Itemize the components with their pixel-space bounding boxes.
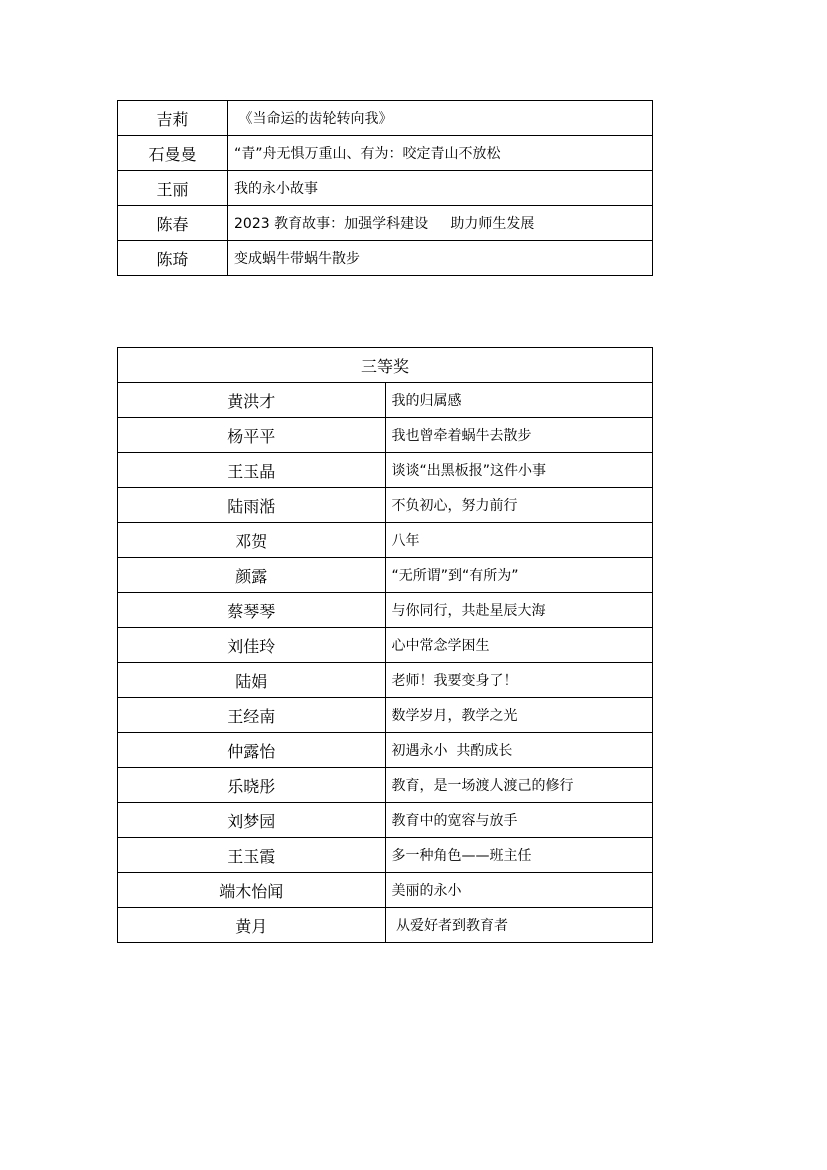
teacher-name: 刘佳玲: [118, 628, 386, 663]
table-row: [118, 558, 653, 593]
teacher-name: 王玉晶: [118, 453, 386, 488]
story-title: 心中常念学困生: [385, 628, 653, 663]
teacher-name: 吉莉: [118, 101, 228, 136]
story-title: 从爱好者到教育者: [385, 908, 653, 943]
story-title: 数学岁月，教学之光: [385, 698, 653, 733]
story-title: 2023 教育故事：加强学科建设 助力师生发展: [228, 206, 653, 241]
story-title: 我的永小故事: [228, 171, 653, 206]
table-row: [118, 418, 653, 453]
story-title: 教育中的宽容与放手: [385, 803, 653, 838]
story-title: “无所谓”到“有所为”: [385, 558, 653, 593]
teacher-name: 王丽: [118, 171, 228, 206]
table-row: [118, 453, 653, 488]
teacher-name: 陈春: [118, 206, 228, 241]
table-row: [118, 206, 653, 241]
table-row: [118, 908, 653, 943]
story-title: 美丽的永小: [385, 873, 653, 908]
story-title: 多一种角色——班主任: [385, 838, 653, 873]
teacher-name: 端木怡闻: [118, 873, 386, 908]
teacher-name: 蔡琴琴: [118, 593, 386, 628]
teacher-name: 颜露: [118, 558, 386, 593]
teacher-name: 王经南: [118, 698, 386, 733]
story-title: 我也曾牵着蜗牛去散步: [385, 418, 653, 453]
table-row: [118, 628, 653, 663]
teacher-name: 石曼曼: [118, 136, 228, 171]
table-row: [118, 838, 653, 873]
story-title: 八年: [385, 523, 653, 558]
teacher-name: 陆雨湉: [118, 488, 386, 523]
teacher-name: 黄月: [118, 908, 386, 943]
table-row: [118, 733, 653, 768]
teacher-name: 杨平平: [118, 418, 386, 453]
story-title: 谈谈“出黑板报”这件小事: [385, 453, 653, 488]
table-row: [118, 488, 653, 523]
teacher-name: 陈琦: [118, 241, 228, 276]
table-row: [118, 523, 653, 558]
story-title: 教育，是一场渡人渡己的修行: [385, 768, 653, 803]
story-title: 老师！我要变身了！: [385, 663, 653, 698]
teacher-name: 仲露怡: [118, 733, 386, 768]
teacher-name: 乐晓彤: [118, 768, 386, 803]
table-row: [118, 101, 653, 136]
story-title: 我的归属感: [385, 383, 653, 418]
teacher-name: 陆娟: [118, 663, 386, 698]
table-row: [118, 593, 653, 628]
story-title: 变成蜗牛带蜗牛散步: [228, 241, 653, 276]
story-title: 不负初心，努力前行: [385, 488, 653, 523]
table-header-row: [118, 348, 653, 383]
table-row: [118, 768, 653, 803]
table-row: [118, 873, 653, 908]
teacher-name: 刘梦园: [118, 803, 386, 838]
story-title: 《当命运的齿轮转向我》: [228, 101, 653, 136]
table-row: [118, 241, 653, 276]
story-title: 初遇永小 共酌成长: [385, 733, 653, 768]
award-table-top: [117, 100, 653, 276]
table-row: [118, 803, 653, 838]
table-row: [118, 698, 653, 733]
story-title: 与你同行，共赴星辰大海: [385, 593, 653, 628]
teacher-name: 王玉霞: [118, 838, 386, 873]
teacher-name: 黄洪才: [118, 383, 386, 418]
table-row: [118, 383, 653, 418]
teacher-name: 邓贺: [118, 523, 386, 558]
award-level-heading: 三等奖: [118, 348, 653, 383]
story-title: “青”舟无惧万重山、有为：咬定青山不放松: [228, 136, 653, 171]
table-row: [118, 171, 653, 206]
award-table-third-prize: [117, 347, 653, 943]
table-row: [118, 136, 653, 171]
table-row: [118, 663, 653, 698]
